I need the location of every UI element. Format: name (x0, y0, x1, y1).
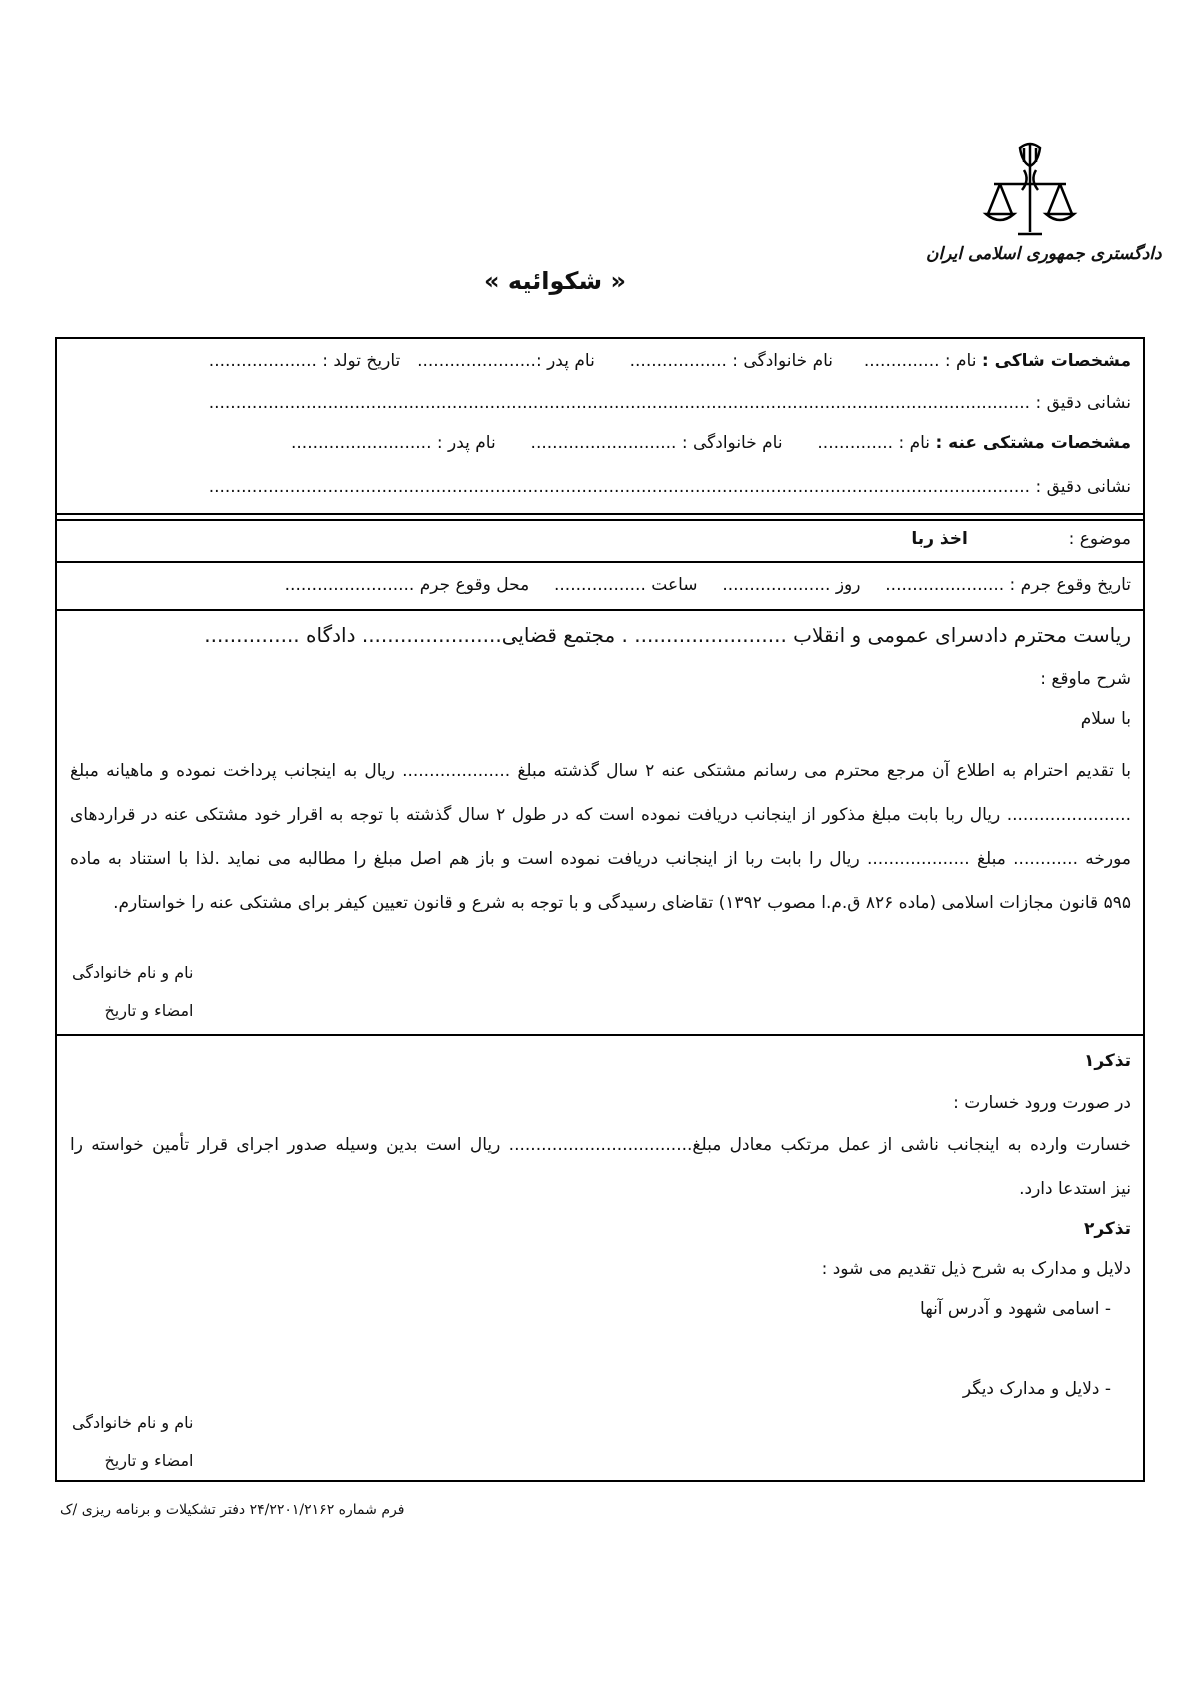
defendant-name-field[interactable]: نام : .............. (817, 433, 931, 453)
defendant-family-field[interactable]: نام خانوادگی : ........................... (530, 433, 783, 453)
divider (55, 609, 1145, 611)
form-number: فرم شماره ۲۴/۲۲۰۱/۲۱۶۲ دفتر تشکیلات و برنامه ریزی /ک (60, 1502, 405, 1518)
note2-line: دلایل و مدارک به شرح ذیل تقدیم می شود : (821, 1259, 1131, 1279)
divider (55, 513, 1145, 515)
crime-place-field[interactable]: محل وقوع جرم ........................ (284, 575, 530, 595)
greeting: با سلام (1080, 709, 1131, 729)
note2-title: تذکر۲ (1083, 1219, 1131, 1239)
page-title: « شکوائیه » (484, 267, 626, 295)
complainant-father-field[interactable]: نام پدر :...................... (417, 351, 595, 371)
signer-name-label: نام و نام خانوادگی (72, 1413, 194, 1432)
crime-day-field[interactable]: روز .................... (722, 575, 861, 595)
other-evidence-item: - دلایل و مدارک دیگر (962, 1379, 1111, 1399)
signer-sign-label: امضاء و تاریخ (104, 1451, 194, 1470)
judiciary-emblem (926, 140, 1162, 270)
divider (55, 1034, 1145, 1036)
subject-label: موضوع : (1068, 529, 1131, 549)
note1-title: تذکر۱ (1083, 1051, 1131, 1071)
body-paragraph-line: مورخه ............ مبلغ ................... ریال را بابت ربا از اینجانب دریافت نموده است و باز هم اصل مبلغ را مطالبه می نماید .لذا با استناد به ماده (70, 849, 1131, 869)
signer-sign-label: امضاء و تاریخ (104, 1001, 194, 1020)
note1-line: نیز استدعا دارد. (1019, 1179, 1131, 1199)
complainant-heading: مشخصات شاکی : (981, 351, 1131, 371)
addressee-line: ریاست محترم دادسرای عمومی و انقلاب ........................ . مجتمع قضایی...................... دادگاه ............... (204, 623, 1131, 647)
note1-line: در صورت ورود خسارت : (953, 1093, 1131, 1113)
body-paragraph-line: ....................... ریال ربا بابت مبلغ مذکور از اینجانب دریافت نموده است که در طول ۲ سال گذشته با توجه به اقرار خود مشتکی عنه در قراردهای (70, 805, 1131, 825)
subject-row (911, 526, 1131, 552)
defendant-address-field[interactable]: نشانی دقیق : ........................................................................................................................................................ (208, 477, 1131, 497)
body-paragraph-line: با تقدیم احترام به اطلاع آن مرجع محترم می رسانم مشتکی عنه ۲ سال گذشته مبلغ .................... ریال به اینجانب پرداخت نموده و ماهیانه مبلغ (70, 761, 1131, 781)
description-label: شرح ماوقع : (1040, 669, 1131, 689)
divider (55, 519, 1145, 521)
body-paragraph-line: ۵۹۵ قانون مجازات اسلامی (ماده ۸۲۶ ق.م.ا مصوب ۱۳۹۲) تقاضای رسیدگی و با توجه به شرع و قانون تعیین کیفر برای مشتکی عنه را خواستارم. (113, 893, 1131, 913)
defendant-heading: مشخصات مشتکی عنه : (935, 433, 1131, 453)
crime-hour-field[interactable]: ساعت ................. (554, 575, 698, 595)
complainant-address-field[interactable]: نشانی دقیق : ........................................................................................................................................................ (208, 393, 1131, 413)
complainant-name-field[interactable]: نام : .............. (863, 351, 977, 371)
scales-of-justice-icon (980, 140, 1080, 240)
crime-info-row (285, 572, 1131, 598)
complainant-birthdate-field[interactable]: تاریخ تولد : .................... (208, 351, 401, 371)
witnesses-item: - اسامی شهود و آدرس آنها (920, 1299, 1111, 1319)
divider (55, 561, 1145, 563)
signature-block (72, 960, 193, 1024)
crime-date-field[interactable]: تاریخ وقوع جرم : ...................... (885, 575, 1131, 595)
judiciary-logo-text: دادگستری جمهوری اسلامی ایران (926, 244, 1162, 264)
signer-name-label: نام و نام خانوادگی (72, 963, 194, 982)
complainant-row (209, 348, 1131, 374)
signature-block (72, 1410, 193, 1474)
note1-line: خسارت وارده به اینجانب ناشی از عمل مرتکب معادل مبلغ.................................. ریال است بدین وسیله صدور اجرای قرار تأمین خواسته را (70, 1135, 1131, 1155)
defendant-father-field[interactable]: نام پدر : .......................... (290, 433, 496, 453)
defendant-row (291, 430, 1131, 456)
subject-value: اخذ ربا (911, 529, 968, 549)
complainant-family-field[interactable]: نام خانوادگی : .................. (629, 351, 834, 371)
